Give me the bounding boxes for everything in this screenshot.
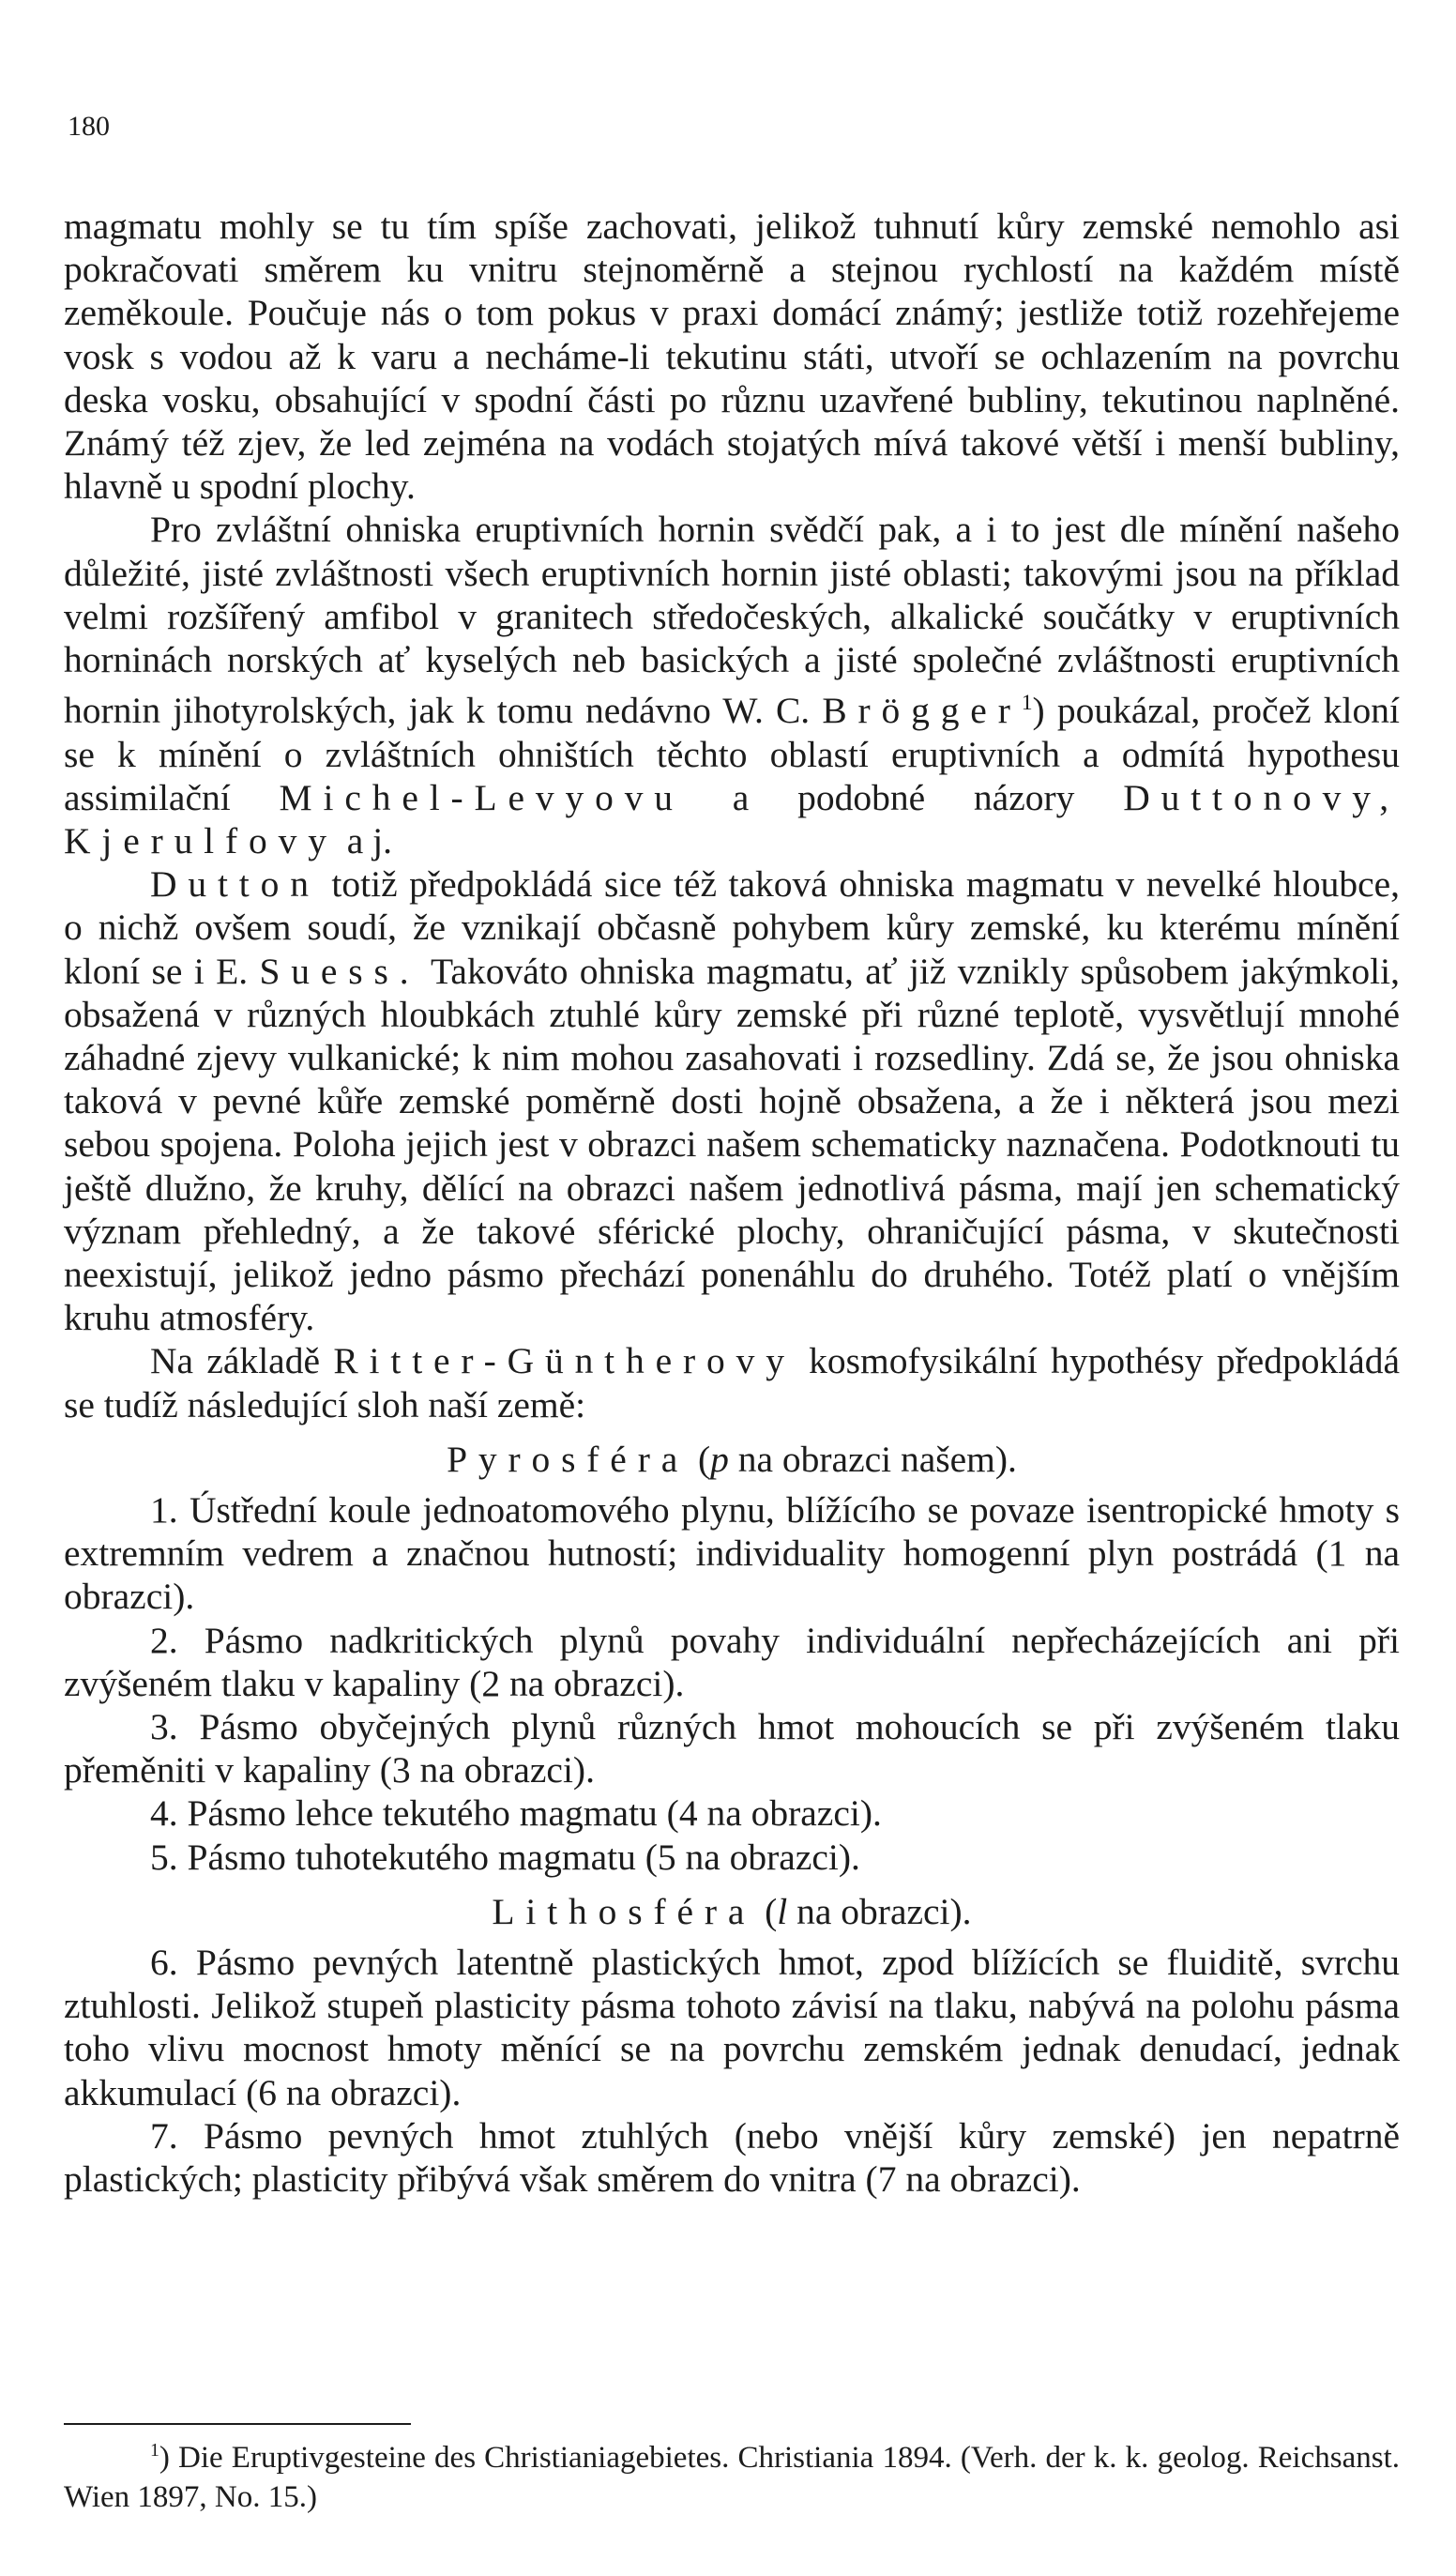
author-name: Brögger	[822, 690, 1022, 732]
text-run: Na základě	[150, 1340, 320, 1382]
text-run: a podobné názory	[732, 776, 1075, 818]
text-run: ) poukázal, pročež kloní se k mínění o zvláštních ohništích těchto oblastí eruptivních a odmítá hypothesu assimilační	[64, 690, 1400, 818]
footnote-divider	[64, 2423, 411, 2425]
text-run: Pro zvláštní ohniska eruptivních hornin svědčí pak, a i to jest dle mínění našeho důležité, jisté zvláštnosti všech eruptivních hornin jisté oblasti; takovými jsou na příklad velmi rozšířený amfibol v granitech středočeských, alkalické součátky v eruptivních horninách norských ať kyselých neb basických a jisté společné zvláštnosti eruptivních hornin jihotyrolských, jak k tomu nedávno W. C.	[64, 509, 1400, 732]
paren: (	[765, 1890, 778, 1932]
page-number: 180	[68, 111, 110, 142]
text-run: totiž předpokládá sice též taková ohniska magmatu v nevelké hloubce, o nichž ovšem soudí, že vznikají občasně pohybem kůry zemské, ku kterému mínění kloní se i E.	[64, 863, 1401, 992]
list-item: 3. Pásmo obyčejných plynů různých hmot mohoucích se při zvýšeném tlaku přeměniti v kapaliny (3 na obrazci).	[64, 1706, 1400, 1791]
main-text	[64, 205, 1400, 2201]
list-item: 1. Ústřední koule jednoatomového plynu, blížícího se povaze isentropické hmoty s extremním vedrem a značnou hutností; individuality homogenní plyn postrádá (1 na obrazci).	[64, 1489, 1400, 1618]
paragraph-1: magmatu mohly se tu tím spíše zachovati, jelikož tuhnutí kůry zemské nemohlo asi pokračovati směrem ku vnitru stejnoměrně a stejnou rychlostí na každém místě zeměkoule. Poučuje nás o tom pokus v praxi domácí známý; jestliže totiž rozehřejeme vosk s vodou až k varu a necháme-li tekutinu státi, utvoří se ochlazením na povrchu deska vosku, obsahující v spodní části po různu uzavřené bubliny, tekutinou naplněné. Známý též zjev, že led zejména na vodách stojatých mívá takové větší i menší bubliny, hlavně u spodní plochy.	[64, 206, 1400, 508]
footnote-text: ) Die Eruptivgesteine des Christianiagebietes. Christiania 1894. (Verh. der k. k. geolog. Reichsanst. Wien 1897, No. 15.)	[64, 2441, 1400, 2514]
paragraph-3	[64, 862, 1400, 1339]
section-heading-pyrosfera	[64, 1438, 1400, 1481]
list-item: 6. Pásmo pevných latentně plastických hmot, zpod blížících se fluiditě, svrchu ztuhlosti. Jelikož stupeň plasticity pásma tohoto závisí na tlaku, nabývá na polohu pásma toho vlivu mocnost hmoty měnící se na povrchu zemském jednak denudací, jednak akkumulací (6 na obrazci).	[64, 1942, 1400, 2113]
footnote-ref: 1	[1021, 691, 1033, 716]
section-tail: na obrazci).	[796, 1890, 972, 1932]
author-name: Dutton	[150, 863, 320, 906]
author-name: Suess.	[259, 950, 420, 992]
text-run: a j.	[346, 820, 392, 861]
section-letter: p	[710, 1438, 729, 1480]
section-title: Lithosféra	[492, 1890, 756, 1932]
section-title: Pyrosféra	[447, 1438, 690, 1480]
paren: (	[697, 1438, 711, 1480]
section-tail: na obrazci našem).	[737, 1438, 1017, 1480]
list-item: 5. Pásmo tuhotekutého magmatu (5 na obrazci).	[150, 1836, 860, 1878]
paragraph-2	[64, 508, 1400, 862]
author-name: Michel-Levyovu	[279, 776, 684, 818]
text-run: kosmofysikální hypothésy předpokládá se tudíž následující sloh naší země:	[64, 1340, 1401, 1425]
text-run: Takováto ohniska magmatu, ať již vznikly spůsobem jakýmkoli, obsažená v různých hloubkách ztuhlé kůry zemské při různé teplotě, vysvětlují mnohé záhadné zjevy vulkanické; k nim mohou zasahovati i rozsedliny. Zdá se, že jsou ohniska taková v pevné kůře zemské poměrně dosti hojně obsažena, a že i některá jsou mezi sebou spojena. Poloha jejich jest v obrazci našem schematicky naznačena. Podotknouti tu ještě dlužno, že kruhy, dělící na obrazci našem jednotlivá pásma, mají jen schematický význam přehledný, a že takové sférické plochy, ohraničující pásma, v skutečnosti neexistují, jelikož jedno pásmo přechází ponenáhlu do druhého. Totéž platí o vnějším kruhu atmosféry.	[64, 950, 1400, 1339]
list-item: 2. Pásmo nadkritických plynů povahy individuální nepřecházejících ani při zvýšeném tlaku v kapaliny (2 na obrazci).	[64, 1619, 1400, 1704]
list-item: 7. Pásmo pevných hmot ztuhlých (nebo vnější kůry zemské) jen nepatrně plastických; plasticity přibývá však směrem do vnitra (7 na obrazci).	[64, 2114, 1400, 2201]
footnote	[64, 2431, 1400, 2517]
footnote-marker: 1	[150, 2440, 159, 2461]
author-name: Ritter-Güntherovy	[333, 1340, 796, 1382]
section-heading-lithosfera	[64, 1890, 1400, 1933]
paragraph-4	[64, 1339, 1400, 1425]
list-item: 4. Pásmo lehce tekutého magmatu (4 na obrazci).	[150, 1792, 882, 1835]
author-name: Duttonovy, Kjerulfovy	[64, 776, 1401, 861]
section-letter: l	[777, 1890, 788, 1932]
